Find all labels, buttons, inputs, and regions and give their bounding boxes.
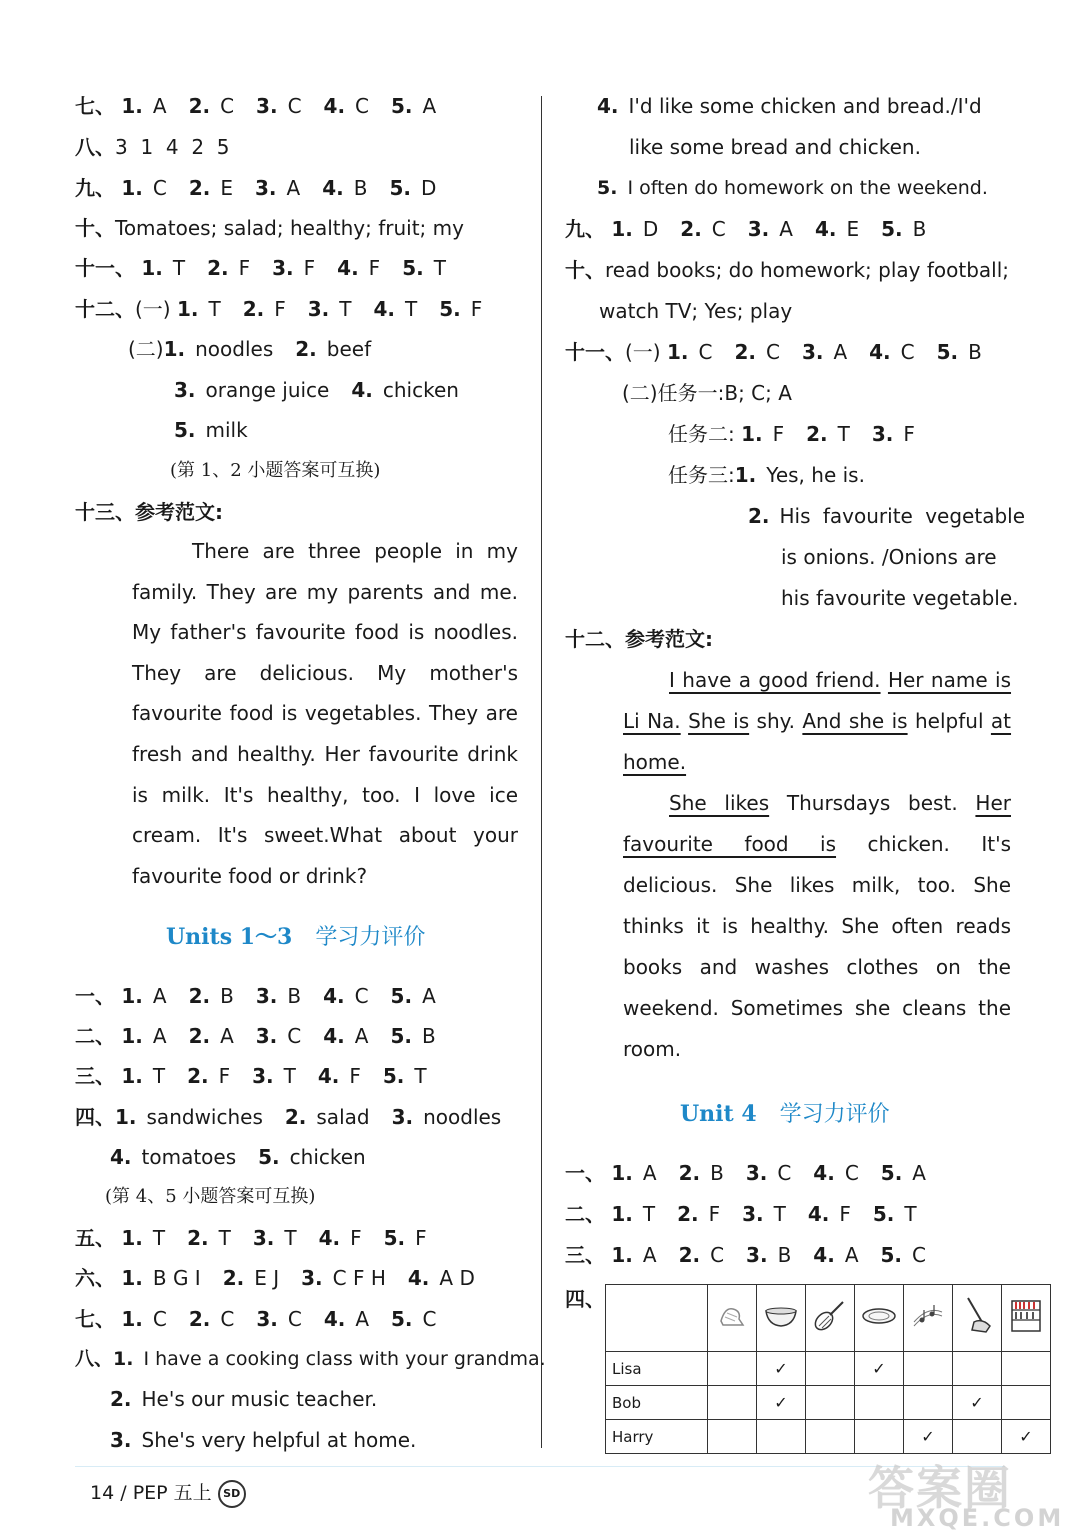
item-answer: T: [152, 1226, 166, 1250]
item-number: 5.: [389, 176, 411, 200]
model-essay-2: I have a good friend. Her name is Li Na. She is shy. And she is helpful at home. She likes Thursdays best. Her favourite food is chicken. It's delicious. She likes milk, too. She thinks it is healthy. She often reads books and washes clothes on the weekend. Sometimes she cleans the room.: [623, 668, 1012, 1061]
item-number: 5.: [382, 1064, 405, 1088]
page-footer: 14 / PEP 五上 SD: [90, 1478, 246, 1508]
row-name: Bob: [606, 1386, 708, 1420]
answer-row-11-task3-line2: 2. His favourite vegetable: [748, 504, 1026, 528]
item-answer: F: [274, 297, 286, 321]
item-answer: C: [422, 1307, 437, 1331]
item-answer: C: [355, 94, 370, 118]
section-title-units-1-3: Units 1～3 学习力评价: [166, 924, 426, 950]
item-number: 1.: [141, 256, 163, 280]
item-answer: A: [642, 1243, 657, 1267]
item-answer: T: [773, 1202, 786, 1226]
item-number: 2.: [806, 422, 828, 446]
footer-rule: [75, 1466, 1005, 1467]
item-answer: F: [368, 256, 381, 280]
answer-row-12-part2-line1: (二)1. noodles 2. beef: [128, 337, 372, 361]
item-answer: F: [350, 1226, 362, 1250]
item-number: 5.: [439, 297, 461, 321]
item-answer: F: [839, 1202, 851, 1226]
item-number: 3.: [255, 176, 277, 200]
item-number: 5.: [881, 217, 903, 241]
item-number: 3.: [256, 94, 278, 118]
answer-items: [611, 1243, 948, 1267]
check-cell: [1002, 1386, 1051, 1420]
item-number: 5.: [880, 1243, 903, 1267]
item-number: 4.: [323, 1024, 345, 1048]
item-number: 3.: [307, 297, 330, 321]
item-answer: F: [415, 1226, 427, 1250]
answer-items: [177, 297, 504, 321]
answer-row-11-task2: 任务二: 1. F 2. T 3. F: [668, 421, 937, 447]
item-number: 2.: [222, 1266, 245, 1290]
unit-answer-row-4-line2: 4. tomatoes 5. chicken: [110, 1145, 366, 1169]
item-number: 3.: [801, 340, 824, 364]
answer-items: [121, 1024, 457, 1048]
unit-answer-row-7: 七、 1. C 2. C 3. C 4. A 5. C: [75, 1306, 459, 1332]
unit4-answer-row-4-label: 四、: [565, 1287, 605, 1311]
item-number: 5.: [872, 1202, 895, 1226]
item-number: 1.: [121, 176, 143, 200]
answer-row-12-right: 十二、参考范文:: [565, 627, 713, 651]
item-answer: A: [354, 1024, 369, 1048]
item-answer: A: [286, 176, 301, 200]
item-answer: T: [339, 297, 352, 321]
item-answer: F: [903, 422, 915, 446]
answer-row-8-4-line1: 4. I'd like some chicken and bread./I'd: [597, 94, 982, 118]
answer-row-11-task3-line1: 任务三:1. Yes, he is.: [668, 463, 865, 487]
answer-row-8: 八、3 1 4 2 5: [75, 135, 230, 159]
item-answer: T: [208, 297, 221, 321]
whisk-icon: [806, 1285, 855, 1352]
item-number: 1.: [611, 1243, 633, 1267]
item-number: 2.: [188, 1024, 211, 1048]
item-answer: A: [152, 984, 167, 1008]
item-answer: C: [844, 1161, 859, 1185]
unit-answer-row-5: 五、 1. T 2. T 3. T 4. F 5. F: [75, 1225, 449, 1251]
item-answer: A: [220, 1024, 234, 1048]
item-number: 2.: [680, 217, 702, 241]
check-cell: [855, 1386, 904, 1420]
column-divider: [541, 96, 542, 1448]
item-number: 3.: [871, 422, 894, 446]
answer-items: [121, 984, 457, 1008]
item-answer: B: [287, 984, 302, 1008]
item-answer: E: [220, 176, 233, 200]
item-number: 2.: [207, 256, 229, 280]
answer-row-8-4-line2: like some bread and chicken.: [629, 135, 921, 159]
item-answer: B: [421, 1024, 436, 1048]
answer-row-12-part2-line3: 5. milk: [174, 418, 248, 442]
item-answer: C: [220, 1307, 235, 1331]
item-number: 4.: [318, 1226, 341, 1250]
item-number: 1.: [121, 1226, 143, 1250]
item-number: 4.: [323, 94, 346, 118]
item-number: 5.: [391, 1307, 413, 1331]
item-answer: C: [152, 1307, 167, 1331]
unit-answer-row-2: 二、 1. A 2. A 3. C 4. A 5. B: [75, 1023, 458, 1049]
item-answer: A: [912, 1161, 926, 1185]
answer-row-12-part1: 十二、(一) 1. T 2. F 3. T 4. T 5. F: [75, 296, 504, 322]
item-answer: T: [414, 1064, 427, 1088]
row-name: Lisa: [606, 1352, 708, 1386]
item-answer: C: [710, 1243, 725, 1267]
item-number: 2.: [187, 1064, 209, 1088]
answer-items: [121, 1064, 448, 1088]
item-number: 2.: [678, 1161, 701, 1185]
unit4-answer-row-1: 一、 1. A 2. B 3. C 4. C 5. A: [565, 1160, 948, 1186]
item-answer: A: [844, 1243, 859, 1267]
item-number: 3.: [256, 1307, 278, 1331]
item-answer: C: [287, 1307, 302, 1331]
check-cell: [953, 1352, 1002, 1386]
item-answer: A: [642, 1161, 657, 1185]
answer-items: [141, 256, 468, 280]
item-answer: E: [846, 217, 860, 241]
row-name: Harry: [606, 1420, 708, 1454]
item-number: 1.: [121, 1024, 143, 1048]
item-answer: T: [904, 1202, 917, 1226]
item-answer: F: [349, 1064, 361, 1088]
item-number: 4.: [373, 297, 395, 321]
item-number: 2.: [188, 1307, 211, 1331]
item-answer: B: [912, 217, 927, 241]
item-number: 4.: [814, 217, 837, 241]
item-number: 1.: [176, 297, 199, 321]
item-answer: A D: [439, 1266, 475, 1290]
item-number: 5.: [936, 340, 959, 364]
answer-row-10-right-line2: watch TV; Yes; play: [599, 299, 793, 323]
page-number: 14: [90, 1482, 115, 1504]
item-number: 1.: [121, 984, 143, 1008]
checkmark-icon: ✓: [774, 1393, 788, 1412]
item-number: 5.: [402, 256, 424, 280]
item-answer: C: [777, 1161, 792, 1185]
item-number: 1.: [611, 1202, 633, 1226]
item-answer: D: [642, 217, 659, 241]
item-answer: F: [708, 1202, 721, 1226]
answer-row-11-task3-line4: his favourite vegetable.: [781, 586, 1019, 610]
item-number: 4.: [869, 340, 891, 364]
table-row: [606, 1420, 1051, 1454]
item-answer: A: [779, 217, 793, 241]
item-number: 3.: [301, 1266, 323, 1290]
item-number: 1.: [121, 94, 143, 118]
item-answer: C: [152, 176, 167, 200]
answer-items: [611, 1202, 938, 1226]
chores-table: [605, 1284, 1051, 1454]
answer-items: [121, 1266, 497, 1290]
item-number: 3.: [745, 1161, 768, 1185]
item-answer: T: [283, 1064, 296, 1088]
check-cell: [806, 1352, 855, 1386]
item-answer: C: [912, 1243, 926, 1267]
item-number: 1.: [121, 1266, 143, 1290]
checkmark-icon: ✓: [872, 1359, 886, 1378]
bowl-icon: [757, 1285, 806, 1352]
check-cell: [855, 1420, 904, 1454]
section-title-unit-4: Unit 4 学习力评价: [680, 1101, 890, 1127]
unit4-answer-row-3: 三、 1. A 2. C 3. B 4. A 5. C: [565, 1242, 948, 1268]
unit-answer-row-1: 一、 1. A 2. B 3. B 4. C 5. A: [75, 983, 458, 1009]
checkmark-icon: ✓: [1019, 1427, 1033, 1446]
answer-items: [611, 217, 948, 241]
table-row: [606, 1386, 1051, 1420]
answer-items: [611, 1161, 948, 1185]
answer-row-11-task3-line3: is onions. /Onions are: [781, 545, 997, 569]
item-number: 3.: [747, 217, 770, 241]
item-number: 1.: [741, 422, 763, 446]
unit-answer-row-4-line1: 四、1. sandwiches 2. salad 3. noodles: [75, 1105, 502, 1129]
item-number: 4.: [407, 1266, 430, 1290]
watermark: 答案圈 MXQE.COM: [868, 1461, 1065, 1532]
item-number: 4.: [322, 176, 344, 200]
item-answer: C: [765, 340, 780, 364]
item-number: 5.: [390, 1024, 412, 1048]
answer-row-10-right-line1: 十、read books; do homework; play football;: [565, 258, 1010, 282]
model-essay-1: There are three people in my family. They are my parents and me. My father's favourite food is noodles. They are delicious. My mother's favourite food is vegetables. They are fresh and healthy. Her favourite drink is milk. It's healthy, too. I love ice cream. It's sweet.What about your favourite food or drink?: [132, 539, 518, 888]
check-cell: [953, 1420, 1002, 1454]
item-number: 1.: [611, 1161, 633, 1185]
check-cell: [708, 1386, 757, 1420]
item-answer: C: [900, 340, 915, 364]
table-corner-cell: [606, 1285, 708, 1352]
item-number: 2.: [678, 1243, 701, 1267]
item-number: 5.: [880, 1161, 903, 1185]
mop-icon: [953, 1285, 1002, 1352]
table-header-row: [606, 1285, 1051, 1352]
answer-items: [121, 1307, 458, 1331]
item-number: 4.: [813, 1161, 835, 1185]
item-number: 3.: [746, 1243, 768, 1267]
item-answer: C: [287, 1024, 302, 1048]
check-cell: [855, 1352, 904, 1386]
item-number: 2.: [188, 94, 211, 118]
item-answer: C: [698, 340, 713, 364]
item-answer: B G I: [152, 1266, 201, 1290]
answer-row-10: 十、Tomatoes; salad; healthy; fruit; my: [75, 216, 464, 240]
item-number: 4.: [813, 1243, 835, 1267]
unit-answer-row-8-line3: 3. She's very helpful at home.: [110, 1428, 417, 1452]
item-answer: D: [420, 176, 437, 200]
item-answer: F: [238, 256, 251, 280]
item-answer: B: [968, 340, 982, 364]
item-number: 4.: [323, 984, 345, 1008]
sweep-floor-icon: [708, 1285, 757, 1352]
answer-items: [121, 176, 458, 200]
item-answer: A: [355, 1307, 370, 1331]
item-number: 5.: [390, 984, 413, 1008]
item-answer: E J: [254, 1266, 280, 1290]
item-answer: B: [710, 1161, 724, 1185]
answer-row-13: 十三、参考范文:: [75, 500, 223, 524]
item-answer: T: [837, 422, 850, 446]
check-cell: [806, 1420, 855, 1454]
item-number: 3.: [742, 1202, 764, 1226]
item-answer: F: [303, 256, 316, 280]
plate-icon: [855, 1285, 904, 1352]
checkmark-icon: ✓: [921, 1427, 935, 1446]
item-answer: T: [284, 1226, 297, 1250]
item-answer: T: [642, 1202, 656, 1226]
bookshelf-icon: [1002, 1285, 1051, 1352]
unit-answer-row-8-line1: 八、1. I have a cooking class with your grandma.: [75, 1348, 546, 1370]
publisher-badge: SD: [218, 1480, 246, 1508]
item-answer: C: [354, 984, 369, 1008]
item-answer: A: [422, 94, 437, 118]
item-answer: B: [220, 984, 234, 1008]
item-number: 1.: [666, 340, 689, 364]
item-number: 2.: [734, 340, 756, 364]
item-number: 3.: [272, 256, 294, 280]
item-number: 3.: [252, 1064, 274, 1088]
item-number: 3.: [252, 1226, 275, 1250]
answer-row-11-right-part1: 十一、(一) 1. C 2. C 3. A 4. C 5. B: [565, 339, 1004, 365]
item-number: 1.: [611, 217, 633, 241]
item-number: 4.: [323, 1307, 346, 1331]
item-number: 2.: [187, 1226, 209, 1250]
item-answer: C: [711, 217, 726, 241]
item-answer: C: [220, 94, 235, 118]
answer-row-12-part2-line2: 3. orange juice 4. chicken: [174, 378, 459, 402]
item-number: 3.: [255, 1024, 278, 1048]
check-cell: [708, 1420, 757, 1454]
table-row: [606, 1352, 1051, 1386]
check-cell: [1002, 1420, 1051, 1454]
answer-row-9: 九、 1. C 2. E 3. A 4. B 5. D: [75, 175, 458, 201]
item-number: 3.: [255, 984, 278, 1008]
check-cell: [904, 1352, 953, 1386]
answer-note-4: (第 4、5 小题答案可互换): [105, 1186, 316, 1207]
unit-answer-row-3: 三、 1. T 2. F 3. T 4. F 5. T: [75, 1063, 449, 1089]
check-cell: [757, 1420, 806, 1454]
item-number: 4.: [807, 1202, 830, 1226]
check-cell: [904, 1420, 953, 1454]
item-answer: T: [218, 1226, 231, 1250]
check-cell: [757, 1352, 806, 1386]
item-number: 1.: [121, 1307, 143, 1331]
unit-answer-row-8-line2: 2. He's our music teacher.: [110, 1387, 378, 1411]
item-number: 2.: [188, 984, 211, 1008]
check-cell: [904, 1386, 953, 1420]
item-answer: B: [777, 1243, 792, 1267]
check-cell: [806, 1386, 855, 1420]
item-answer: A: [152, 94, 167, 118]
item-number: 4.: [317, 1064, 340, 1088]
checkmark-icon: ✓: [970, 1393, 984, 1412]
unit4-answer-row-2: 二、 1. T 2. F 3. T 4. F 5. T: [565, 1201, 939, 1227]
answer-items: [121, 94, 458, 118]
item-number: 2.: [677, 1202, 699, 1226]
check-cell: [757, 1386, 806, 1420]
item-number: 5.: [383, 1226, 406, 1250]
item-answer: T: [172, 256, 186, 280]
item-answer: F: [470, 297, 483, 321]
item-answer: C: [287, 94, 302, 118]
item-answer: C F H: [332, 1266, 386, 1290]
unit-answer-row-6: 六、 1. B G I 2. E J 3. C F H 4. A D: [75, 1265, 497, 1291]
item-answer: B: [353, 176, 368, 200]
answer-row-11-task1: (二)任务一:B; C; A: [622, 381, 792, 405]
check-cell: [1002, 1352, 1051, 1386]
item-answer: T: [433, 256, 446, 280]
item-number: 4.: [337, 256, 359, 280]
answer-row-11: 十一、 1. T 2. F 3. F 4. F 5. T: [75, 255, 468, 281]
answer-row-9-right: 九、 1. D 2. C 3. A 4. E 5. B: [565, 216, 948, 242]
answer-items: [121, 1226, 448, 1250]
answer-note-12: (第 1、2 小题答案可互换): [170, 460, 381, 481]
check-cell: [953, 1386, 1002, 1420]
checkmark-icon: ✓: [774, 1359, 788, 1378]
check-cell: [708, 1352, 757, 1386]
answer-items: [741, 422, 937, 446]
item-answer: A: [833, 340, 848, 364]
item-number: 1.: [121, 1064, 143, 1088]
item-answer: A: [152, 1024, 167, 1048]
item-answer: F: [772, 422, 785, 446]
item-answer: F: [218, 1064, 231, 1088]
answer-row-7: 七、 1. A 2. C 3. C 4. C 5. A: [75, 93, 458, 119]
item-number: 2.: [188, 176, 211, 200]
item-answer: A: [422, 984, 436, 1008]
item-answer: T: [404, 297, 418, 321]
answer-row-8-5: 5. I often do homework on the weekend.: [597, 177, 988, 199]
item-number: 5.: [391, 94, 413, 118]
item-answer: T: [152, 1064, 166, 1088]
answer-items: [667, 340, 1004, 364]
music-notes-icon: [904, 1285, 953, 1352]
item-number: 2.: [242, 297, 265, 321]
